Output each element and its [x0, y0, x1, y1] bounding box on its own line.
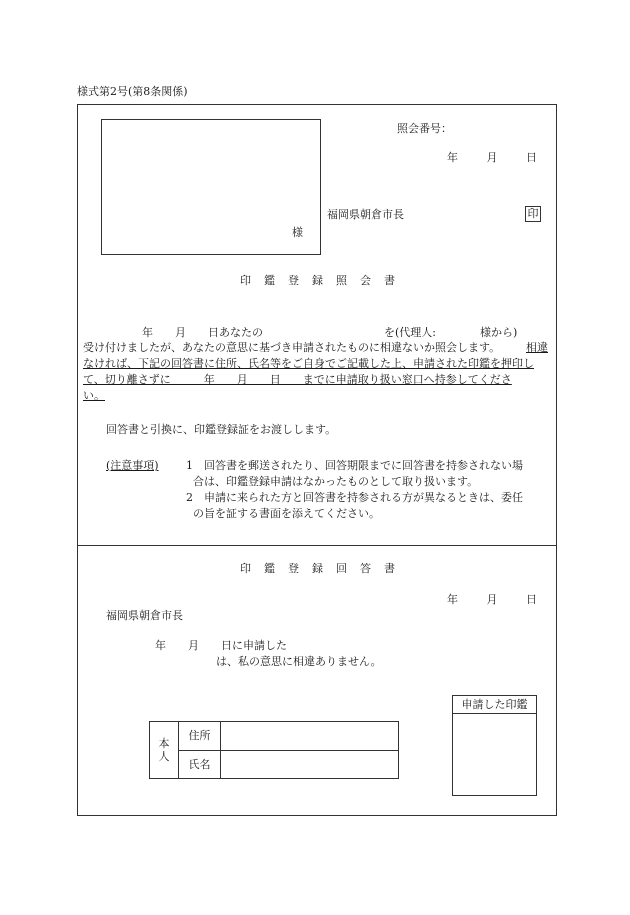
inquiry-body-line-2-underlined: 相違 [526, 341, 548, 354]
note-2-line-2: の旨を証する書面を添えてください。 [193, 507, 380, 520]
note-2-line-1: 申請に来られた方と回答書を持参される方が異なるときは、委任 [204, 491, 523, 504]
form-number: 様式第2号(第8条関係) [77, 85, 188, 98]
inquiry-date: 年 月 日 [447, 151, 537, 164]
delivery-note: 回答書と引換に、印鑑登録証をお渡しします。 [106, 423, 337, 436]
inquiry-body-line-4: て、切り離さずに 年 月 日 までに申請取り扱い窓口へ持参してくださ [83, 373, 512, 386]
inquiry-ref-label: 照会番号： [397, 122, 452, 135]
person-label-cell [150, 722, 179, 779]
note-2-number: 2 [186, 491, 193, 504]
addressee-suffix: 様 [292, 226, 303, 239]
inquiry-body-line-1: 年 月 日あなたの を(代理人: 様から) [142, 326, 518, 339]
reply-title: 印鑑登録回答書 [240, 562, 408, 575]
note-1-line-2: 合は、印鑑登録申請はなかったものとして取り扱います。 [193, 475, 479, 488]
reply-date: 年 月 日 [447, 593, 537, 606]
seal-mark: 印 [525, 206, 541, 222]
inquiry-body-line-3: なければ、下記の回答書に住所、氏名等をご自身でご記載した上、申請された印鑑を押印し [83, 357, 534, 370]
inquiry-body-line-2: 受け付けましたが、あなたの意思に基づき申請されたものに相違ないか照会します。 [83, 341, 501, 354]
name-field[interactable] [221, 750, 399, 779]
name-label: 氏名 [179, 750, 221, 779]
note-1-line-1: 回答書を郵送されたり、回答期限までに回答書を持参されない場 [204, 459, 523, 472]
note-1-number: 1 [186, 459, 193, 472]
inquiry-title: 印鑑登録照会書 [240, 274, 408, 287]
person-label: 本人 [158, 737, 170, 763]
address-label: 住所 [179, 722, 221, 751]
notes-heading: (注意事項) [106, 459, 159, 472]
reply-addressee: 福岡県朝倉市長 [106, 609, 183, 622]
inquiry-body-line-5: い。 [83, 389, 105, 402]
reply-statement-1: 年 月 日に申請した [155, 639, 287, 652]
address-field[interactable] [221, 722, 399, 751]
seal-impression-box [452, 695, 537, 796]
registrant-table [149, 721, 399, 779]
addressee-box [101, 119, 321, 255]
reply-statement-2: は、私の意思に相違ありません。 [216, 655, 382, 668]
mayor-name: 福岡県朝倉市長 [327, 208, 404, 221]
seal-box-label: 申請した印鑑 [453, 696, 536, 714]
section-divider [77, 545, 557, 546]
